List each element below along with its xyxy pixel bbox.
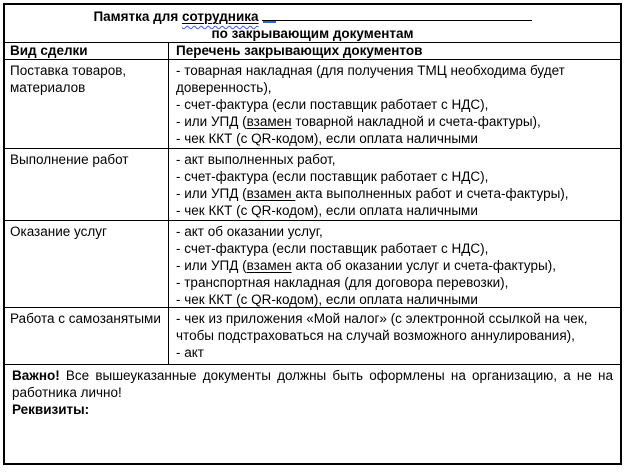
footer-cell <box>5 365 620 463</box>
text-segment: - чек ККТ (с QR-кодом), если оплата наличными <box>176 131 478 146</box>
document-line <box>176 185 617 202</box>
document-line <box>176 113 617 130</box>
text-segment: - счет-фактура (если поставщик работает с НДС), <box>176 97 489 112</box>
text-segment: - или УПД ( <box>176 186 247 201</box>
text-segment: - или УПД ( <box>176 258 247 273</box>
title-cell <box>5 5 620 43</box>
documents-cell <box>168 60 620 148</box>
employee-name-blank: сотрудника <box>181 9 259 24</box>
text-segment: акта выполненных работ и счета-фактуры), <box>295 186 569 201</box>
documents-cell <box>168 221 620 307</box>
header-documents-list: Перечень закрывающих документов <box>168 43 620 59</box>
text-segment: - товарная накладная (для получения ТМЦ необходима будет <box>176 63 565 78</box>
deal-type-line: Выполнение работ <box>10 152 129 167</box>
text-segment: - акт об оказании услуг, <box>176 224 323 239</box>
document-line <box>176 257 617 274</box>
important-note <box>12 367 613 401</box>
table-row <box>5 221 620 308</box>
text-segment: - чек из приложения «Мой налог» (с электронной ссылкой на чек, <box>176 311 588 326</box>
document-line <box>176 327 617 344</box>
deal-type-line: материалов <box>10 80 86 95</box>
memo-title-prefix: Памятка для <box>93 9 182 24</box>
deal-type-cell <box>5 308 168 364</box>
header-deal-type: Вид сделки <box>10 43 88 58</box>
table-header-row <box>5 43 620 60</box>
fill-in-blank-line <box>262 8 532 21</box>
document-line <box>176 344 617 361</box>
documents-cell <box>168 308 620 364</box>
table-row <box>5 60 620 149</box>
deal-type-line: Работа с самозанятыми <box>10 311 161 326</box>
documents-cell <box>168 149 620 220</box>
important-text: Все вышеуказанные документы должны быть оформлены на организацию, а не на работника лично! <box>12 368 613 400</box>
misspelled-word <box>182 9 259 24</box>
document-line <box>176 310 617 327</box>
deal-type-line: Оказание услуг <box>10 224 107 239</box>
text-segment: товарной накладной и счета-фактуры), <box>291 114 541 129</box>
important-label: Важно! <box>12 368 60 383</box>
table-row <box>5 308 620 365</box>
memo-document <box>3 3 622 465</box>
text-segment: - счет-фактура (если поставщик работает с НДС), <box>176 169 489 184</box>
document-line <box>176 79 617 96</box>
document-line <box>176 96 617 113</box>
text-segment: доверенность), <box>176 80 272 95</box>
text-segment: чтобы подстраховаться на случай возможного аннулирования), <box>176 328 575 343</box>
deal-type-cell <box>5 149 168 220</box>
text-segment: акта об оказании услуг и счета-фактуры), <box>291 258 556 273</box>
text-segment: - чек ККТ (с QR-кодом), если оплата наличными <box>176 203 478 218</box>
document-line <box>176 62 617 79</box>
memo-title-line1 <box>5 8 620 25</box>
text-segment: - акт <box>176 345 204 360</box>
document-line <box>176 168 617 185</box>
text-segment: - или УПД ( <box>176 114 247 129</box>
document-line <box>176 240 617 257</box>
text-segment: - транспортная накладная (для договора перевозки), <box>176 275 509 290</box>
text-segment: - счет-фактура (если поставщик работает с НДС), <box>176 241 489 256</box>
document-line <box>176 291 617 307</box>
text-segment: - чек ККТ (с QR-кодом), если оплата наличными <box>176 292 478 307</box>
requisites-label: Реквизиты: <box>12 402 90 417</box>
memo-title-line2: по закрывающим документам <box>211 26 414 41</box>
document-line <box>176 151 617 168</box>
text-segment: - акт выполненных работ, <box>176 152 336 167</box>
deal-type-line: Поставка товаров, <box>10 63 127 78</box>
underlined-word: взамен <box>246 114 292 129</box>
document-line <box>176 202 617 219</box>
underlined-word: взамен <box>246 186 296 201</box>
deal-type-cell <box>5 60 168 148</box>
table-row <box>5 149 620 221</box>
deal-type-cell <box>5 221 168 307</box>
document-line <box>176 223 617 240</box>
underlined-word: взамен <box>246 258 292 273</box>
document-line <box>176 274 617 291</box>
document-line <box>176 130 617 147</box>
